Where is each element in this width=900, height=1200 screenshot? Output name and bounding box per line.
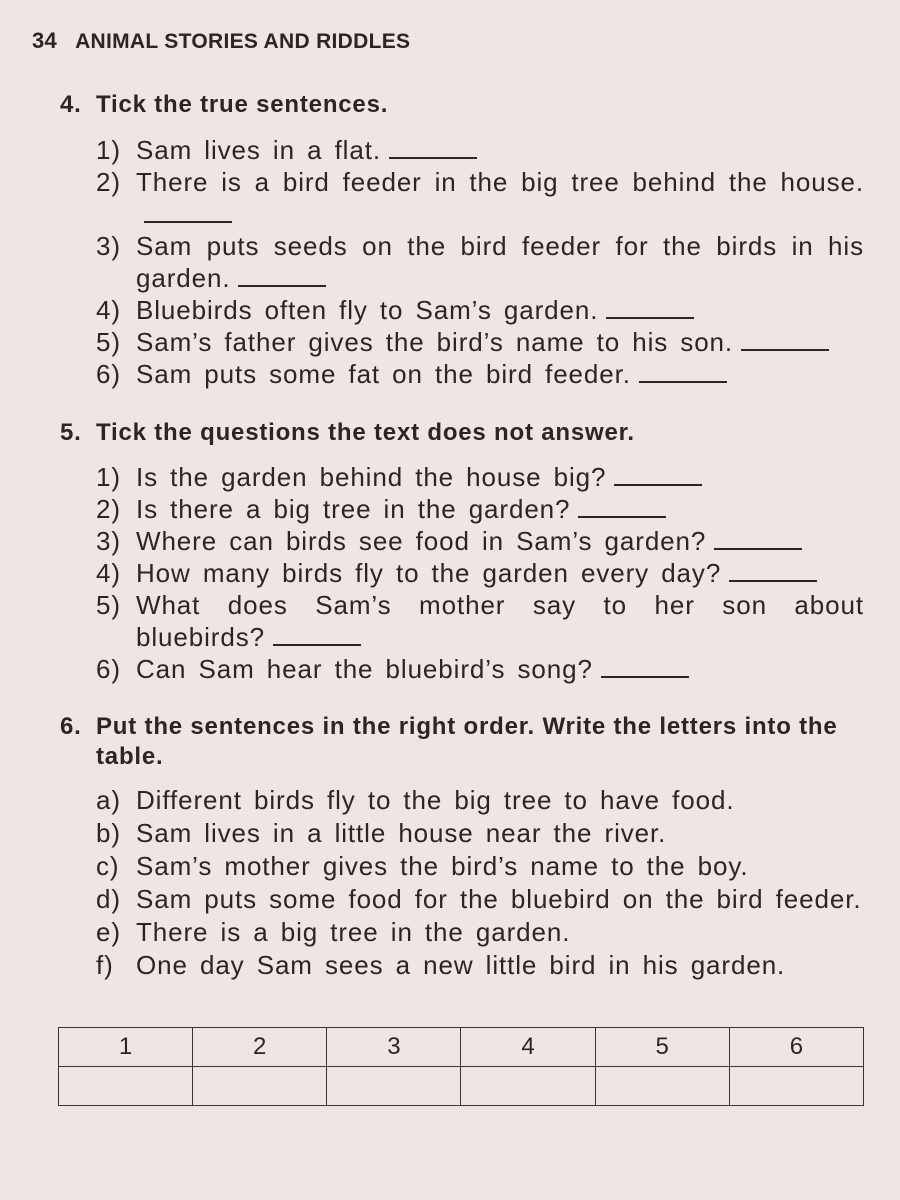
table-header-cell: 4: [461, 1028, 595, 1067]
exercise-6-instruction: Put the sentences in the right order. Write the letters into the table.: [96, 713, 838, 770]
table-header-cell: 5: [595, 1028, 729, 1067]
answer-blank[interactable]: [606, 316, 694, 319]
list-item: 5) What does Sam’s mother say to her son about bluebirds?: [96, 590, 864, 652]
exercise-6-title: [60, 712, 870, 772]
exercise-4-number: 4.: [60, 91, 82, 118]
list-item: 6) Can Sam hear the bluebird’s song?: [96, 653, 864, 685]
answer-cell[interactable]: [193, 1067, 327, 1106]
list-item: 2) Is there a big tree in the garden?: [96, 493, 864, 525]
answer-blank[interactable]: [714, 547, 802, 550]
exercise-5-instruction: Tick the questions the text does not answer.: [96, 419, 635, 446]
table-answer-row: [59, 1067, 864, 1106]
exercise-4-instruction: Tick the true sentences.: [96, 91, 389, 118]
list-item: 1) Sam lives in a flat.: [96, 134, 864, 166]
list-item: b) Sam lives in a little house near the river.: [96, 818, 667, 848]
answer-blank[interactable]: [729, 579, 817, 582]
answer-blank[interactable]: [144, 220, 232, 223]
answer-blank[interactable]: [639, 380, 727, 383]
answer-blank[interactable]: [578, 515, 666, 518]
list-item: c) Sam’s mother gives the bird’s name to the boy.: [96, 851, 749, 881]
list-item: 5) Sam’s father gives the bird’s name to his son.: [96, 326, 864, 358]
answer-cell[interactable]: [729, 1067, 863, 1106]
exercise-5-list: [96, 461, 864, 685]
exercise-5-title: [60, 418, 870, 448]
answer-cell[interactable]: [595, 1067, 729, 1106]
exercise-4-list: [96, 134, 864, 390]
exercise-5-number: 5.: [60, 419, 82, 446]
exercise-4-title: [60, 90, 870, 120]
list-item: 3) Sam puts seeds on the bird feeder for the birds in his garden.: [96, 231, 864, 293]
list-item: d) Sam puts some food for the bluebird on the bird feeder.: [96, 884, 862, 914]
order-answer-table: [58, 1027, 864, 1106]
list-item: 3) Where can birds see food in Sam’s garden?: [96, 525, 864, 557]
answer-blank[interactable]: [389, 156, 477, 159]
list-item: 4) How many birds fly to the garden every day?: [96, 557, 864, 589]
table-header-cell: 1: [59, 1028, 193, 1067]
answer-blank[interactable]: [601, 675, 689, 678]
answer-blank[interactable]: [741, 348, 829, 351]
table-header-cell: 6: [729, 1028, 863, 1067]
answer-blank[interactable]: [238, 284, 326, 287]
list-item: 4) Bluebirds often fly to Sam’s garden.: [96, 294, 864, 326]
page-header: [32, 28, 410, 54]
list-item: e) There is a big tree in the garden.: [96, 917, 571, 947]
list-item: a) Different birds fly to the big tree to have food.: [96, 785, 735, 815]
section-title: ANIMAL STORIES AND RIDDLES: [75, 30, 411, 53]
list-item: 6) Sam puts some fat on the bird feeder.: [96, 358, 864, 390]
answer-cell[interactable]: [59, 1067, 193, 1106]
answer-cell[interactable]: [327, 1067, 461, 1106]
answer-cell[interactable]: [461, 1067, 595, 1106]
page-number: 34: [32, 28, 58, 53]
answer-blank[interactable]: [614, 483, 702, 486]
answer-blank[interactable]: [273, 643, 361, 646]
list-item: 2) There is a bird feeder in the big tree behind the house.: [96, 166, 864, 230]
table-header-cell: 2: [193, 1028, 327, 1067]
table-header-cell: 3: [327, 1028, 461, 1067]
exercise-6-list: [96, 784, 864, 982]
exercise-6-number: 6.: [60, 713, 82, 740]
table-header-row: [59, 1028, 864, 1067]
list-item: f) One day Sam sees a new little bird in his garden.: [96, 950, 786, 980]
list-item: 1) Is the garden behind the house big?: [96, 461, 864, 493]
